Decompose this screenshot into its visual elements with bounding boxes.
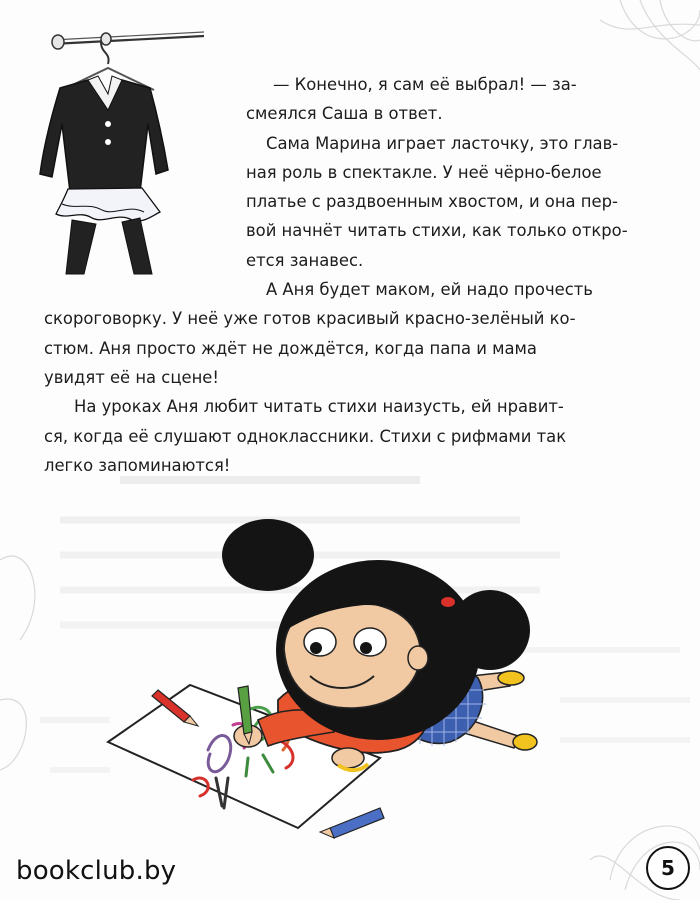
- paragraph-line: — Конечно, я сам её выбрал! — за-: [273, 75, 577, 94]
- paragraph-line: На уроках Аня любит читать стихи наизусть, ей нравит-: [74, 397, 564, 417]
- paragraph-line: стюм. Аня просто ждёт не дождётся, когда папа и мама: [44, 338, 537, 358]
- paragraph-line: увидят её на сцене!: [44, 367, 219, 387]
- paragraph-line: платье с раздвоенным хвостом, и она пер-: [246, 192, 618, 212]
- paragraph-line: смеялся Саша в ответ.: [246, 104, 443, 124]
- bookclub-watermark: bookclub.by: [16, 856, 177, 886]
- paragraph-line: ная роль в спектакле. У неё чёрно-белое: [246, 162, 602, 182]
- page-number-badge: [646, 846, 690, 890]
- paragraph-line: А Аня будет маком, ей надо прочесть: [266, 280, 593, 300]
- paragraph-line: Сама Марина играет ласточку, это глав-: [266, 133, 619, 153]
- page-number: 5: [661, 856, 675, 880]
- story-text: [28, 70, 676, 480]
- paragraph-line: вой начнёт читать стихи, как только откро-: [246, 221, 628, 241]
- paragraph-line: ется занавес.: [246, 250, 364, 270]
- paragraph-line: скороговорку. У неё уже готов красивый красно-зелёный ко-: [44, 309, 576, 329]
- paragraph-line: легко запоминаются!: [44, 455, 231, 475]
- girl-drawing-illustration: [98, 510, 538, 845]
- paragraph-line: ся, когда её слушают одноклассники. Стихи с рифмами так: [44, 426, 567, 446]
